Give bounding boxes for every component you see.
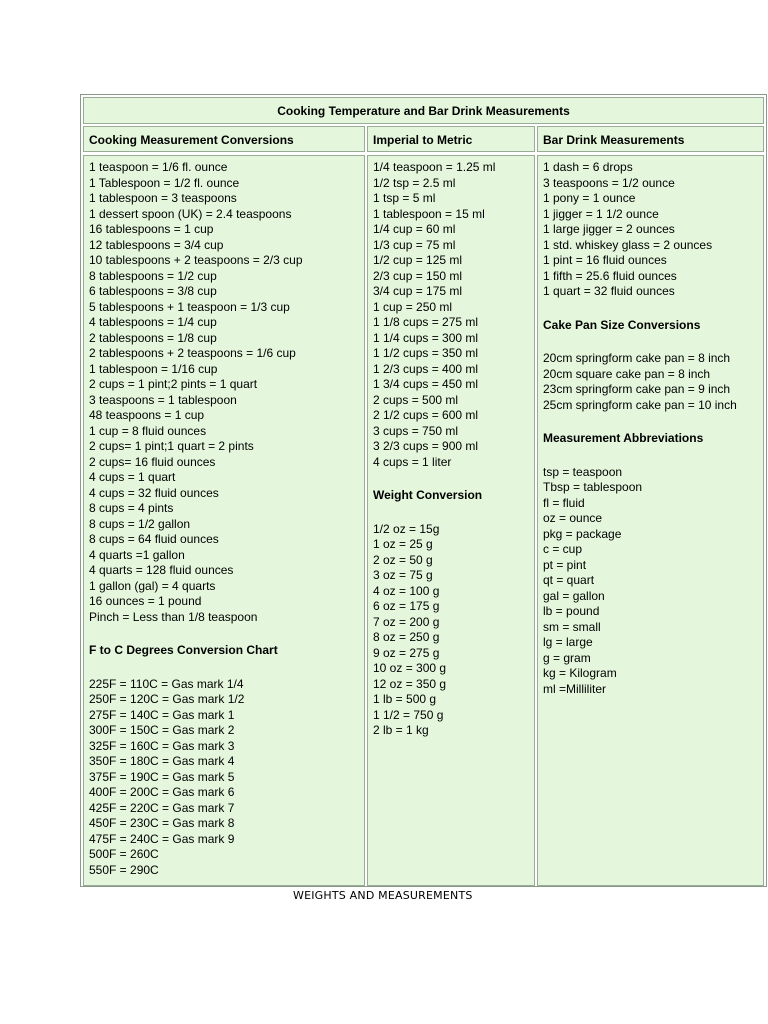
list-item: 450F = 230C = Gas mark 8 xyxy=(89,816,235,830)
list-item: 550F = 290C xyxy=(89,862,159,877)
list-item: 4 quarts =1 gallon xyxy=(89,547,185,562)
list-item: 1 fifth = 25.6 fluid ounces xyxy=(543,268,677,283)
list-item: pkg = package xyxy=(543,526,622,541)
list-item: 2 1/2 cups = 600 ml xyxy=(373,408,479,422)
list-item: 4 quarts = 128 fluid ounces xyxy=(89,563,234,577)
list-item: 8 tablespoons = 1/2 cup xyxy=(89,268,217,283)
list-item: 8 cups = 1/2 gallon xyxy=(89,516,191,531)
list-item: 2 oz = 50 g xyxy=(373,552,433,567)
list-item: 1 2/3 cups = 400 ml xyxy=(373,361,479,376)
list-item: 9 oz = 275 g xyxy=(373,645,440,660)
list-item: 48 teaspoons = 1 cup xyxy=(89,408,205,422)
list-item: c = cup xyxy=(543,542,583,556)
list-item: lg = large xyxy=(543,635,593,649)
list-item: 2/3 cup = 150 ml xyxy=(373,268,463,283)
list-item: 350F = 180C = Gas mark 4 xyxy=(89,754,235,768)
list-item: kg = Kilogram xyxy=(543,666,617,680)
list-item: 325F = 160C = Gas mark 3 xyxy=(89,738,235,753)
list-item: 3/4 cup = 175 ml xyxy=(373,284,463,298)
cooking-conversions-list xyxy=(89,160,364,625)
cake-pan-section-title: Cake Pan Size Conversions xyxy=(543,317,701,332)
list-item: 16 tablespoons = 1 cup xyxy=(89,222,214,236)
list-item: 2 cups = 1 pint;2 pints = 1 quart xyxy=(89,377,258,391)
list-item: 1 cup = 8 fluid ounces xyxy=(89,423,207,438)
list-item: 3 teaspoons = 1/2 ounce xyxy=(543,175,675,190)
weight-conversion-list xyxy=(373,522,534,739)
list-item: 1 pony = 1 ounce xyxy=(543,191,636,205)
list-item: 1 teaspoon = 1/6 fl. ounce xyxy=(89,160,228,174)
abbreviations-list xyxy=(543,465,763,698)
list-item: 1 pint = 16 fluid ounces xyxy=(543,253,667,267)
list-item: 1 1/2 = 750 g xyxy=(373,707,444,722)
list-item: 400F = 200C = Gas mark 6 xyxy=(89,785,235,799)
list-item: 4 cups = 1 quart xyxy=(89,470,176,484)
cake-pan-list xyxy=(543,351,763,413)
list-item: 3 2/3 cups = 900 ml xyxy=(373,439,479,453)
list-item: 4 cups = 32 fluid ounces xyxy=(89,485,219,500)
list-item: 1 3/4 cups = 450 ml xyxy=(373,377,479,391)
list-item: Pinch = Less than 1/8 teaspoon xyxy=(89,609,258,624)
list-item: 1 1/4 cups = 300 ml xyxy=(373,330,479,345)
list-item: oz = ounce xyxy=(543,511,603,525)
list-item: 425F = 220C = Gas mark 7 xyxy=(89,800,235,815)
list-item: 1 dash = 6 drops xyxy=(543,160,633,174)
list-item: 8 cups = 64 fluid ounces xyxy=(89,532,219,546)
bar-drink-list xyxy=(543,160,763,300)
list-item: 2 cups= 16 fluid ounces xyxy=(89,454,216,469)
list-item: 16 ounces = 1 pound xyxy=(89,594,202,608)
list-item: 8 cups = 4 pints xyxy=(89,501,174,515)
list-item: 3 cups = 750 ml xyxy=(373,423,459,438)
list-item: 1 gallon (gal) = 4 quarts xyxy=(89,578,216,593)
list-item: 1/4 cup = 60 ml xyxy=(373,222,456,236)
f-to-c-section-title: F to C Degrees Conversion Chart xyxy=(89,643,278,657)
header-imperial-to-metric: Imperial to Metric xyxy=(367,126,535,152)
list-item: Tbsp = tablespoon xyxy=(543,480,643,494)
list-item: 1 tsp = 5 ml xyxy=(373,191,436,205)
list-item: 2 cups = 500 ml xyxy=(373,392,459,407)
header-bar-drink-measurements: Bar Drink Measurements xyxy=(537,126,764,152)
list-item: ml =Milliliter xyxy=(543,681,606,696)
list-item: pt = pint xyxy=(543,557,587,572)
list-item: 6 oz = 175 g xyxy=(373,599,440,613)
list-item: 1 tablespoon = 1/16 cup xyxy=(89,361,218,376)
list-item: 20cm springform cake pan = 8 inch xyxy=(543,351,731,365)
list-item: 1 1/8 cups = 275 ml xyxy=(373,315,479,329)
list-item: 20cm square cake pan = 8 inch xyxy=(543,366,711,381)
table-title: Cooking Temperature and Bar Drink Measurements xyxy=(83,97,764,124)
list-item: 3 teaspoons = 1 tablespoon xyxy=(89,392,237,407)
list-item: 12 oz = 350 g xyxy=(373,676,447,691)
list-item: 225F = 110C = Gas mark 1/4 xyxy=(89,676,244,691)
list-item: g = gram xyxy=(543,650,591,665)
list-item: 1 dessert spoon (UK) = 2.4 teaspoons xyxy=(89,206,292,221)
bar-drink-column xyxy=(537,155,764,886)
list-item: lb = pound xyxy=(543,604,600,618)
list-item: 475F = 240C = Gas mark 9 xyxy=(89,831,235,846)
list-item: 1 cup = 250 ml xyxy=(373,299,453,314)
list-item: 1/2 oz = 15g xyxy=(373,521,440,536)
cooking-conversions-column xyxy=(83,155,365,886)
header-cooking-conversions: Cooking Measurement Conversions xyxy=(83,126,365,152)
list-item: 7 oz = 200 g xyxy=(373,614,440,629)
list-item: 2 tablespoons = 1/8 cup xyxy=(89,330,217,345)
imperial-to-metric-column xyxy=(367,155,535,886)
list-item: 10 tablespoons + 2 teaspoons = 2/3 cup xyxy=(89,253,303,267)
list-item: fl = fluid xyxy=(543,495,585,510)
list-item: 375F = 190C = Gas mark 5 xyxy=(89,769,235,784)
list-item: sm = small xyxy=(543,619,601,634)
list-item: 1 std. whiskey glass = 2 ounces xyxy=(543,237,713,252)
list-item: 1 tablespoon = 15 ml xyxy=(373,206,485,221)
list-item: 1 lb = 500 g xyxy=(373,692,437,706)
page-caption: WEIGHTS AND MEASUREMENTS xyxy=(293,889,473,902)
list-item: 300F = 150C = Gas mark 2 xyxy=(89,723,235,737)
list-item: 2 tablespoons + 2 teaspoons = 1/6 cup xyxy=(89,346,296,360)
list-item: 275F = 140C = Gas mark 1 xyxy=(89,707,235,722)
list-item: 250F = 120C = Gas mark 1/2 xyxy=(89,692,245,706)
list-item: 1 tablespoon = 3 teaspoons xyxy=(89,191,237,205)
list-item: gal = gallon xyxy=(543,588,605,603)
weight-conversion-section-title: Weight Conversion xyxy=(373,488,483,502)
list-item: 1 quart = 32 fluid ounces xyxy=(543,284,675,298)
list-item: 25cm springform cake pan = 10 inch xyxy=(543,397,737,412)
f-to-c-list xyxy=(89,677,364,879)
list-item: 5 tablespoons + 1 teaspoon = 1/3 cup xyxy=(89,299,290,314)
list-item: 8 oz = 250 g xyxy=(373,630,440,644)
abbreviations-section-title: Measurement Abbreviations xyxy=(543,431,704,445)
list-item: qt = quart xyxy=(543,573,595,587)
list-item: 1 jigger = 1 1/2 ounce xyxy=(543,206,659,221)
list-item: 23cm springform cake pan = 9 inch xyxy=(543,382,731,396)
list-item: 1 large jigger = 2 ounces xyxy=(543,222,675,236)
imperial-to-metric-list xyxy=(373,160,534,470)
list-item: 2 lb = 1 kg xyxy=(373,723,429,737)
list-item: 1 1/2 cups = 350 ml xyxy=(373,346,479,360)
list-item: 1 oz = 25 g xyxy=(373,537,433,551)
list-item: 4 oz = 100 g xyxy=(373,583,440,598)
list-item: 2 cups= 1 pint;1 quart = 2 pints xyxy=(89,439,254,453)
list-item: 1/4 teaspoon = 1.25 ml xyxy=(373,160,496,174)
list-item: 12 tablespoons = 3/4 cup xyxy=(89,237,224,252)
list-item: 1 Tablespoon = 1/2 fl. ounce xyxy=(89,175,240,190)
list-item: 1/3 cup = 75 ml xyxy=(373,237,456,252)
measurements-table xyxy=(80,94,767,887)
list-item: 4 cups = 1 liter xyxy=(373,454,452,469)
list-item: 500F = 260C xyxy=(89,847,159,861)
list-item: 10 oz = 300 g xyxy=(373,661,447,675)
list-item: 6 tablespoons = 3/8 cup xyxy=(89,284,217,298)
list-item: tsp = teaspoon xyxy=(543,464,623,479)
list-item: 1/2 tsp = 2.5 ml xyxy=(373,175,456,190)
list-item: 4 tablespoons = 1/4 cup xyxy=(89,315,217,329)
list-item: 3 oz = 75 g xyxy=(373,568,433,582)
list-item: 1/2 cup = 125 ml xyxy=(373,253,463,267)
